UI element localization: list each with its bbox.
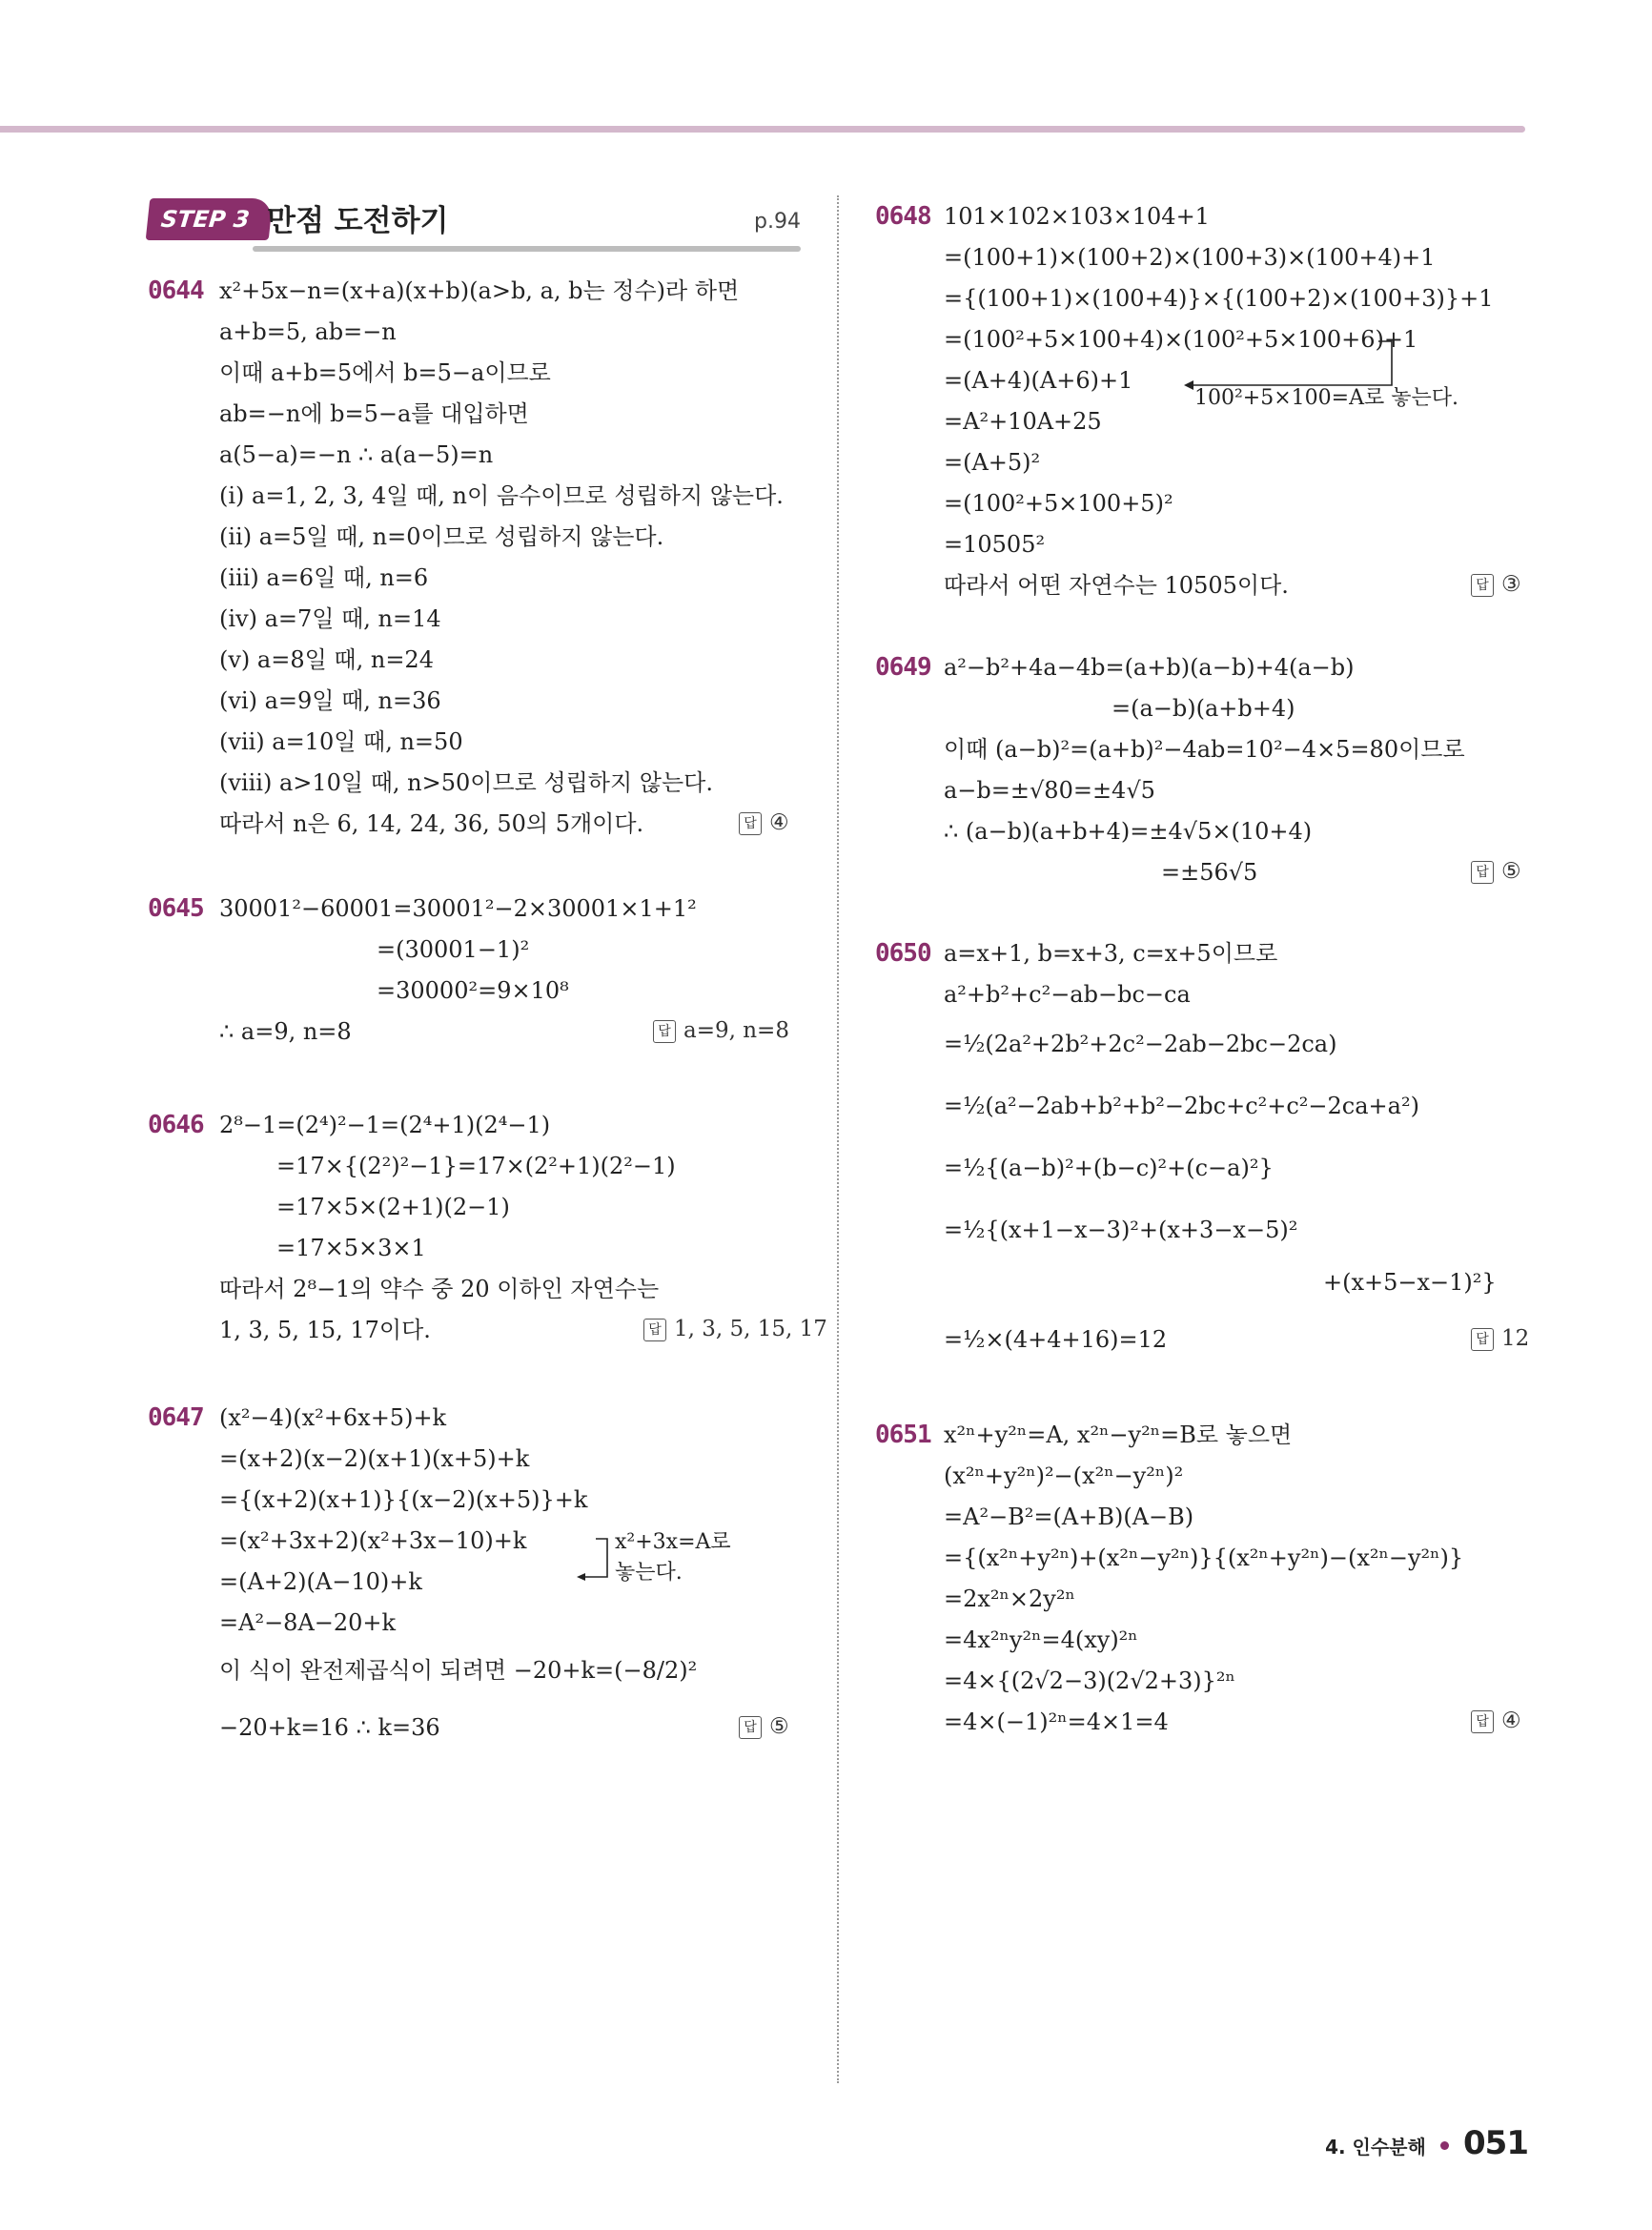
solution-line: ={(x+2)(x+1)}{(x−2)(x+5)}+k xyxy=(219,1486,588,1513)
solution-line: =A²−B²=(A+B)(A−B) xyxy=(944,1504,1194,1530)
answer-icon: 답 xyxy=(739,1716,762,1739)
solution-line: =(A+2)(A−10)+k xyxy=(219,1568,422,1595)
problem-number: 0645 xyxy=(148,894,204,923)
answer-icon: 답 xyxy=(1471,861,1494,884)
answer xyxy=(1471,572,1521,597)
problem-number: 0649 xyxy=(875,653,931,682)
solution-line: a−b=±√80=±4√5 xyxy=(944,777,1155,804)
answer-icon: 답 xyxy=(1471,1328,1494,1351)
solution-line: (ⅳ) a=7일 때, n=14 xyxy=(219,605,441,632)
answer xyxy=(643,1317,827,1341)
solution-line: =17×{(2²)²−1}=17×(2²+1)(2²−1) xyxy=(276,1153,676,1179)
solution-line: =½{(a−b)²+(b−c)²+(c−a)²} xyxy=(944,1155,1274,1181)
answer-icon: 답 xyxy=(653,1020,676,1043)
solution-line: 1, 3, 5, 15, 17이다. xyxy=(219,1317,431,1343)
solution-line: =(x+2)(x−2)(x+1)(x+5)+k xyxy=(219,1445,530,1472)
solution-line: =½{(x+1−x−3)²+(x+3−x−5)² xyxy=(944,1217,1298,1243)
page-reference: p.94 xyxy=(754,210,801,234)
answer xyxy=(739,810,789,835)
solution-line: ab=−n에 b=5−a를 대입하면 xyxy=(219,400,529,427)
solution-line: a(5−a)=−n ∴ a(a−5)=n xyxy=(219,441,494,468)
substitution-note: 100²+5×100=A로 놓는다. xyxy=(1194,386,1458,410)
solution-line: a+b=5, ab=−n xyxy=(219,318,397,345)
solution-line: 이 식이 완전제곱식이 되려면 −20+k=(−8/2)² xyxy=(219,1657,698,1684)
solution-line: =A²−8A−20+k xyxy=(219,1609,397,1636)
solution-line: =(100²+5×100+5)² xyxy=(944,490,1173,517)
solution-line: =4x²ⁿy²ⁿ=4(xy)²ⁿ xyxy=(944,1626,1138,1653)
solution-line: x²ⁿ+y²ⁿ=A, x²ⁿ−y²ⁿ=B로 놓으면 xyxy=(944,1422,1293,1448)
solution-line: (ⅴ) a=8일 때, n=24 xyxy=(219,646,434,673)
solution-line: ={(x²ⁿ+y²ⁿ)+(x²ⁿ−y²ⁿ)}{(x²ⁿ+y²ⁿ)−(x²ⁿ−y²ⁿ)} xyxy=(944,1545,1464,1571)
solution-line: (ⅱ) a=5일 때, n=0이므로 성립하지 않는다. xyxy=(219,523,664,550)
solution-line: =17×5×3×1 xyxy=(276,1235,426,1261)
substitution-note: 놓는다. xyxy=(615,1561,683,1585)
chapter-label: 4. 인수분해 xyxy=(1325,2136,1426,2158)
solution-line: =2x²ⁿ×2y²ⁿ xyxy=(944,1586,1075,1612)
problem-number: 0648 xyxy=(875,202,931,231)
answer xyxy=(653,1018,789,1043)
solution-line: =(a−b)(a+b+4) xyxy=(1112,695,1295,722)
solution-line: (x²−4)(x²+6x+5)+k xyxy=(219,1404,447,1431)
answer-icon: 답 xyxy=(1471,1710,1494,1733)
solution-line: =±56√5 xyxy=(1161,859,1258,886)
solution-line: x²+5x−n=(x+a)(x+b)(a>b, a, b는 정수)라 하면 xyxy=(219,277,740,304)
solution-line: −20+k=16 ∴ k=36 xyxy=(219,1714,440,1741)
solution-line: a²+b²+c²−ab−bc−ca xyxy=(944,981,1191,1008)
page-number: 051 xyxy=(1463,2124,1528,2162)
solution-line: =(100+1)×(100+2)×(100+3)×(100+4)+1 xyxy=(944,244,1436,271)
solution-line: =(A+4)(A+6)+1 xyxy=(944,367,1133,394)
solution-line: (ⅵ) a=9일 때, n=36 xyxy=(219,687,441,714)
answer-value: ⑤ xyxy=(1501,859,1521,884)
footer-dot xyxy=(1440,2141,1449,2150)
top-rule xyxy=(0,126,1525,133)
solution-line: (ⅲ) a=6일 때, n=6 xyxy=(219,564,429,591)
solution-line: ={(100+1)×(100+4)}×{(100+2)×(100+3)}+1 xyxy=(944,285,1494,312)
header-underline xyxy=(253,246,801,252)
solution-line: =4×{(2√2−3)(2√2+3)}²ⁿ xyxy=(944,1667,1235,1694)
solution-line: =(30001−1)² xyxy=(377,936,530,963)
solution-line: =(A+5)² xyxy=(944,449,1041,476)
solution-line: (ⅶ) a=10일 때, n=50 xyxy=(219,728,463,755)
solution-line: +(x+5−x−1)²} xyxy=(1323,1269,1497,1296)
answer-value: ④ xyxy=(1501,1708,1521,1733)
section-header xyxy=(148,191,801,257)
solution-line: 30001²−60001=30001²−2×30001×1+1² xyxy=(219,895,697,922)
problem-number: 0647 xyxy=(148,1403,204,1432)
answer-icon: 답 xyxy=(1471,574,1494,597)
answer-value: 1, 3, 5, 15, 17 xyxy=(674,1317,827,1341)
solution-line: ∴ a=9, n=8 xyxy=(219,1018,352,1045)
solution-line: 이때 a+b=5에서 b=5−a이므로 xyxy=(219,359,551,386)
page-footer xyxy=(1325,2124,1528,2162)
solution-line: 따라서 2⁸−1의 약수 중 20 이하인 자연수는 xyxy=(219,1276,660,1302)
bracket-arrow xyxy=(575,1535,613,1592)
section-title: 만점 도전하기 xyxy=(267,204,449,238)
solution-line: =(x²+3x+2)(x²+3x−10)+k xyxy=(219,1527,527,1554)
answer-value: ⑤ xyxy=(769,1714,789,1739)
answer-value: a=9, n=8 xyxy=(683,1018,789,1043)
solution-line: 101×102×103×104+1 xyxy=(944,203,1210,230)
solution-line: a=x+1, b=x+3, c=x+5이므로 xyxy=(944,940,1278,967)
step-badge: STEP 3 xyxy=(146,198,273,240)
solution-line: (x²ⁿ+y²ⁿ)²−(x²ⁿ−y²ⁿ)² xyxy=(944,1463,1184,1489)
solution-line: =4×(−1)²ⁿ=4×1=4 xyxy=(944,1708,1169,1735)
problem-number: 0650 xyxy=(875,939,931,968)
solution-line: 따라서 어떤 자연수는 10505이다. xyxy=(944,572,1289,599)
answer xyxy=(1471,859,1521,884)
answer xyxy=(1471,1326,1529,1351)
solution-line: =17×5×(2+1)(2−1) xyxy=(276,1194,510,1220)
solution-line: =10505² xyxy=(944,531,1046,558)
solution-line: =30000²=9×10⁸ xyxy=(377,977,569,1004)
answer-value: ③ xyxy=(1501,572,1521,597)
problem-number: 0651 xyxy=(875,1421,931,1449)
answer-icon: 답 xyxy=(739,812,762,835)
substitution-note: x²+3x=A로 xyxy=(615,1530,731,1554)
answer xyxy=(1471,1708,1521,1733)
problem-number: 0644 xyxy=(148,276,204,305)
answer-value: ④ xyxy=(769,810,789,835)
solution-line: (ⅰ) a=1, 2, 3, 4일 때, n이 음수이므로 성립하지 않는다. xyxy=(219,482,784,509)
column-divider xyxy=(837,195,839,2083)
solution-line: 이때 (a−b)²=(a+b)²−4ab=10²−4×5=80이므로 xyxy=(944,736,1465,763)
solution-line: 따라서 n은 6, 14, 24, 36, 50의 5개이다. xyxy=(219,810,644,837)
solution-line: a²−b²+4a−4b=(a+b)(a−b)+4(a−b) xyxy=(944,654,1355,681)
solution-line: =(100²+5×100+4)×(100²+5×100+6)+1 xyxy=(944,326,1418,353)
solution-line: =A²+10A+25 xyxy=(944,408,1102,435)
problem-number: 0646 xyxy=(148,1111,204,1139)
answer xyxy=(739,1714,789,1739)
solution-line: =½(a²−2ab+b²+b²−2bc+c²+c²−2ca+a²) xyxy=(944,1093,1419,1119)
solution-line: =½(2a²+2b²+2c²−2ab−2bc−2ca) xyxy=(944,1031,1337,1057)
answer-value: 12 xyxy=(1501,1326,1530,1351)
solution-line: 2⁸−1=(2⁴)²−1=(2⁴+1)(2⁴−1) xyxy=(219,1112,551,1138)
answer-icon: 답 xyxy=(643,1319,666,1341)
solution-line: (ⅷ) a>10일 때, n>50이므로 성립하지 않는다. xyxy=(219,769,713,796)
solution-line: ∴ (a−b)(a+b+4)=±4√5×(10+4) xyxy=(944,818,1313,845)
solution-line: =½×(4+4+16)=12 xyxy=(944,1326,1168,1353)
